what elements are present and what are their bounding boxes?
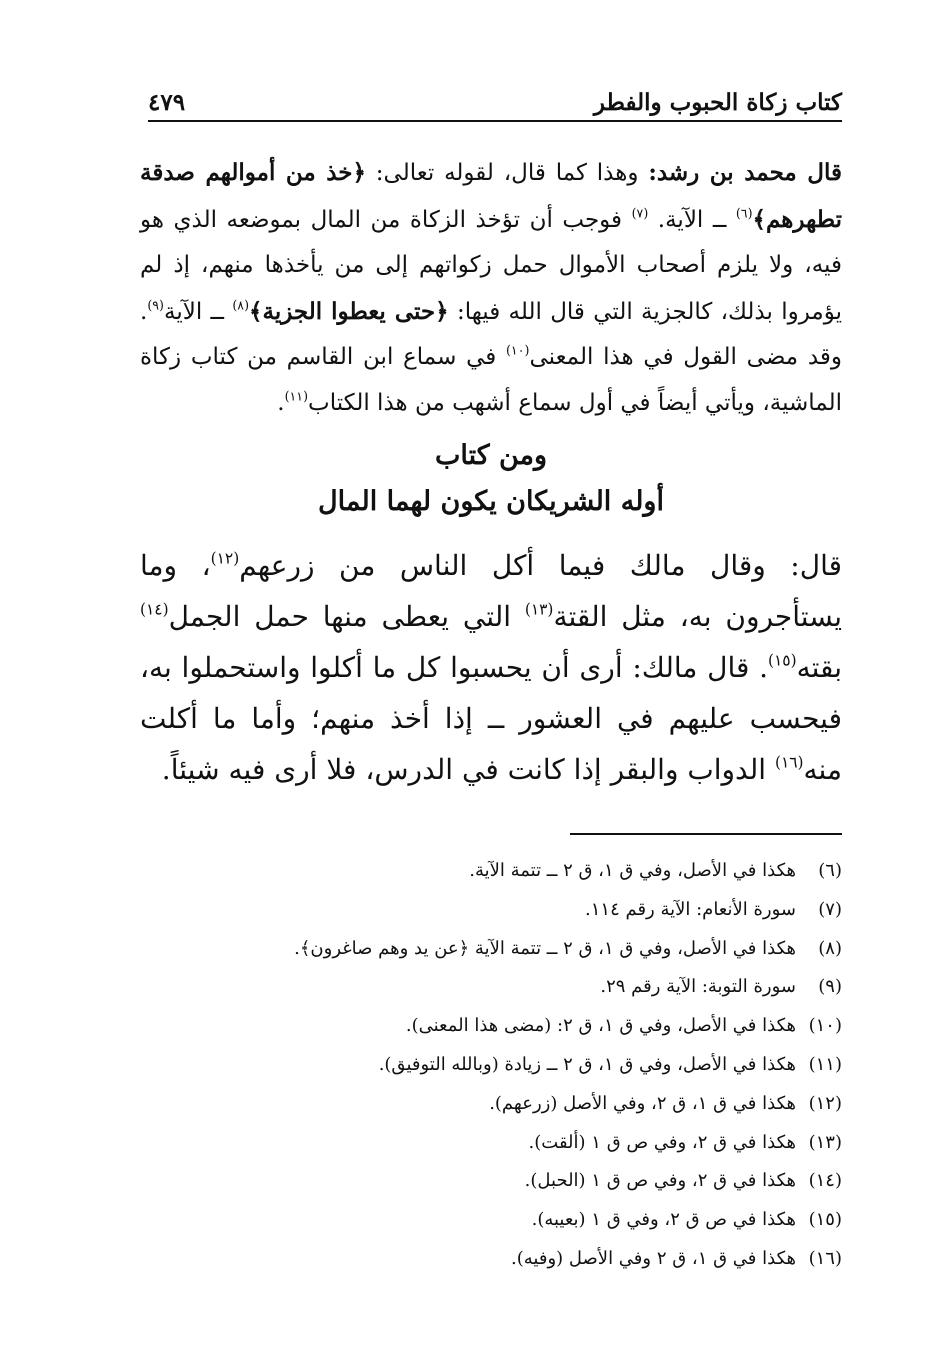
footnote-ref[interactable]: (١٤) xyxy=(140,600,169,619)
footnote-item xyxy=(140,1201,842,1240)
text-run: فوجب أن تؤخذ الزكاة من المال بموضعه الذي هو فيه، ولا يلزم أصحاب الأموال حمل زكواتهم إلى من يأخذها منهم، إذ لم يؤمروا بذلك، كالجزية التي قال الله فيها: xyxy=(140,206,842,325)
page-number: ٤٧٩ xyxy=(148,89,186,116)
footnote-item xyxy=(140,1007,842,1046)
quran-quote: ﴿خذ من أموالهم صدقة تطهرهم﴾ xyxy=(140,159,842,233)
text-run: التي يعطى منها حمل الجمل xyxy=(168,600,525,633)
footnote-ref[interactable]: (٩) xyxy=(147,297,164,313)
footnote-item xyxy=(140,968,842,1007)
footnote-number: (٩) xyxy=(818,976,842,998)
text-run: . xyxy=(277,389,285,416)
footnote-ref[interactable]: (٦) xyxy=(735,205,753,221)
text-run: . قال مالك: أرى أن يحسبوا كل ما أكلوا واستحملوا به، فيحسب عليهم في العشور ــ إذا أخذ منهم؛ وأما ما أكلت منه xyxy=(140,651,842,786)
footnote-text: هكذا في ص ق ٢، وفي ق ١ (بعيبه). xyxy=(531,1209,796,1231)
text-run: ــ الآية. xyxy=(648,206,736,233)
footnote-number: (١١) xyxy=(808,1053,842,1075)
footnote-item xyxy=(140,1240,842,1279)
footnote-item xyxy=(140,1162,842,1201)
footnote-text: هكذا في الأصل، وفي ق ١، ق ٢ ــ زيادة (وبالله التوفيق). xyxy=(378,1053,796,1075)
footnote-ref[interactable]: (١٣) xyxy=(524,600,554,619)
footnote-number: (١٠) xyxy=(808,1015,842,1037)
footnote-item xyxy=(140,1085,842,1124)
footnote-text: هكذا في ق ٢، وفي ص ق ١ (الحبل). xyxy=(524,1170,796,1192)
footnote-ref[interactable]: (١٦) xyxy=(774,753,804,772)
quran-quote: ﴿حتى يعطوا الجزية﴾ xyxy=(249,297,449,325)
footnote-ref[interactable]: (٨) xyxy=(232,297,250,313)
text-paragraph xyxy=(140,540,842,795)
footnote-item xyxy=(140,891,842,930)
footnote-separator xyxy=(570,833,842,835)
footnote-ref[interactable]: (١٥) xyxy=(768,651,797,670)
footnote-item xyxy=(140,1124,842,1163)
footnote-ref[interactable]: (١٠) xyxy=(505,342,530,358)
footnote-text: هكذا في الأصل، وفي ق ١، ق ٢ ــ تتمة الآية ﴿عن يد وهم صاغرون﴾. xyxy=(294,937,796,959)
text-run: وهذا كما قال، لقوله تعالى: xyxy=(365,160,649,186)
speaker-label: قال محمد بن رشد: xyxy=(648,159,842,186)
footnote-ref[interactable]: (٧) xyxy=(631,205,649,221)
footnote-number: (١٢) xyxy=(808,1092,842,1114)
text-run: بقته xyxy=(796,651,842,684)
footnote-text: هكذا في ق ١، ق ٢ وفي الأصل (وفيه). xyxy=(511,1247,796,1269)
footnote-number: (٧) xyxy=(818,898,842,920)
footnotes-list xyxy=(140,852,842,1279)
footnote-number: (١٦) xyxy=(808,1247,842,1269)
section-heading-line1: ومن كتاب xyxy=(434,440,548,471)
footnote-text: هكذا في الأصل، وفي ق ١، ق ٢ ــ تتمة الآية. xyxy=(469,860,796,881)
footnote-ref[interactable]: (١١) xyxy=(284,388,309,404)
text-run: قال: وقال مالك فيما أكل الناس من زرعهم xyxy=(239,549,842,582)
page-header xyxy=(148,78,842,122)
text-run: في سماع ابن القاسم من كتاب زكاة الماشية، ويأتي أيضاً في أول سماع أشهب من هذا الكتاب xyxy=(140,344,842,416)
text-run: ، وما يستأجرون به، مثل القتة xyxy=(140,549,842,633)
footnote-text: هكذا في ق ١، ق ٢، وفي الأصل (زرعهم). xyxy=(489,1092,796,1114)
text-run: الدواب والبقر إذا كانت في الدرس، فلا أرى فيه شيئاً. xyxy=(161,753,775,786)
footnote-number: (٨) xyxy=(818,937,842,959)
footnote-number: (١٣) xyxy=(808,1131,842,1153)
footnote-number: (١٤) xyxy=(808,1170,842,1192)
footnote-item xyxy=(140,1046,842,1085)
footnote-text: سورة الأنعام: الآية رقم ١١٤. xyxy=(585,898,796,920)
footnote-text: هكذا في ق ٢، وفي ص ق ١ (ألقت). xyxy=(528,1131,796,1153)
footnote-item xyxy=(140,930,842,969)
running-title: كتاب زكاة الحبوب والفطر xyxy=(593,89,842,116)
commentary-paragraph xyxy=(140,150,842,426)
footnote-ref[interactable]: (١٢) xyxy=(210,549,240,568)
section-heading-line2: أوله الشريكان يكون لهما المال xyxy=(318,486,664,517)
footnote-number: (١٥) xyxy=(808,1209,842,1231)
footnote-item xyxy=(140,852,842,891)
text-run: ــ الآية xyxy=(163,298,233,325)
footnote-text: هكذا في الأصل، وفي ق ١، ق ٢: (مضى هذا المعنى). xyxy=(405,1015,796,1037)
footnote-number: (٦) xyxy=(818,860,842,881)
footnote-text: سورة التوبة: الآية رقم ٢٩. xyxy=(600,976,796,998)
text-run: . وقد مضى القول في هذا المعنى xyxy=(140,298,842,370)
